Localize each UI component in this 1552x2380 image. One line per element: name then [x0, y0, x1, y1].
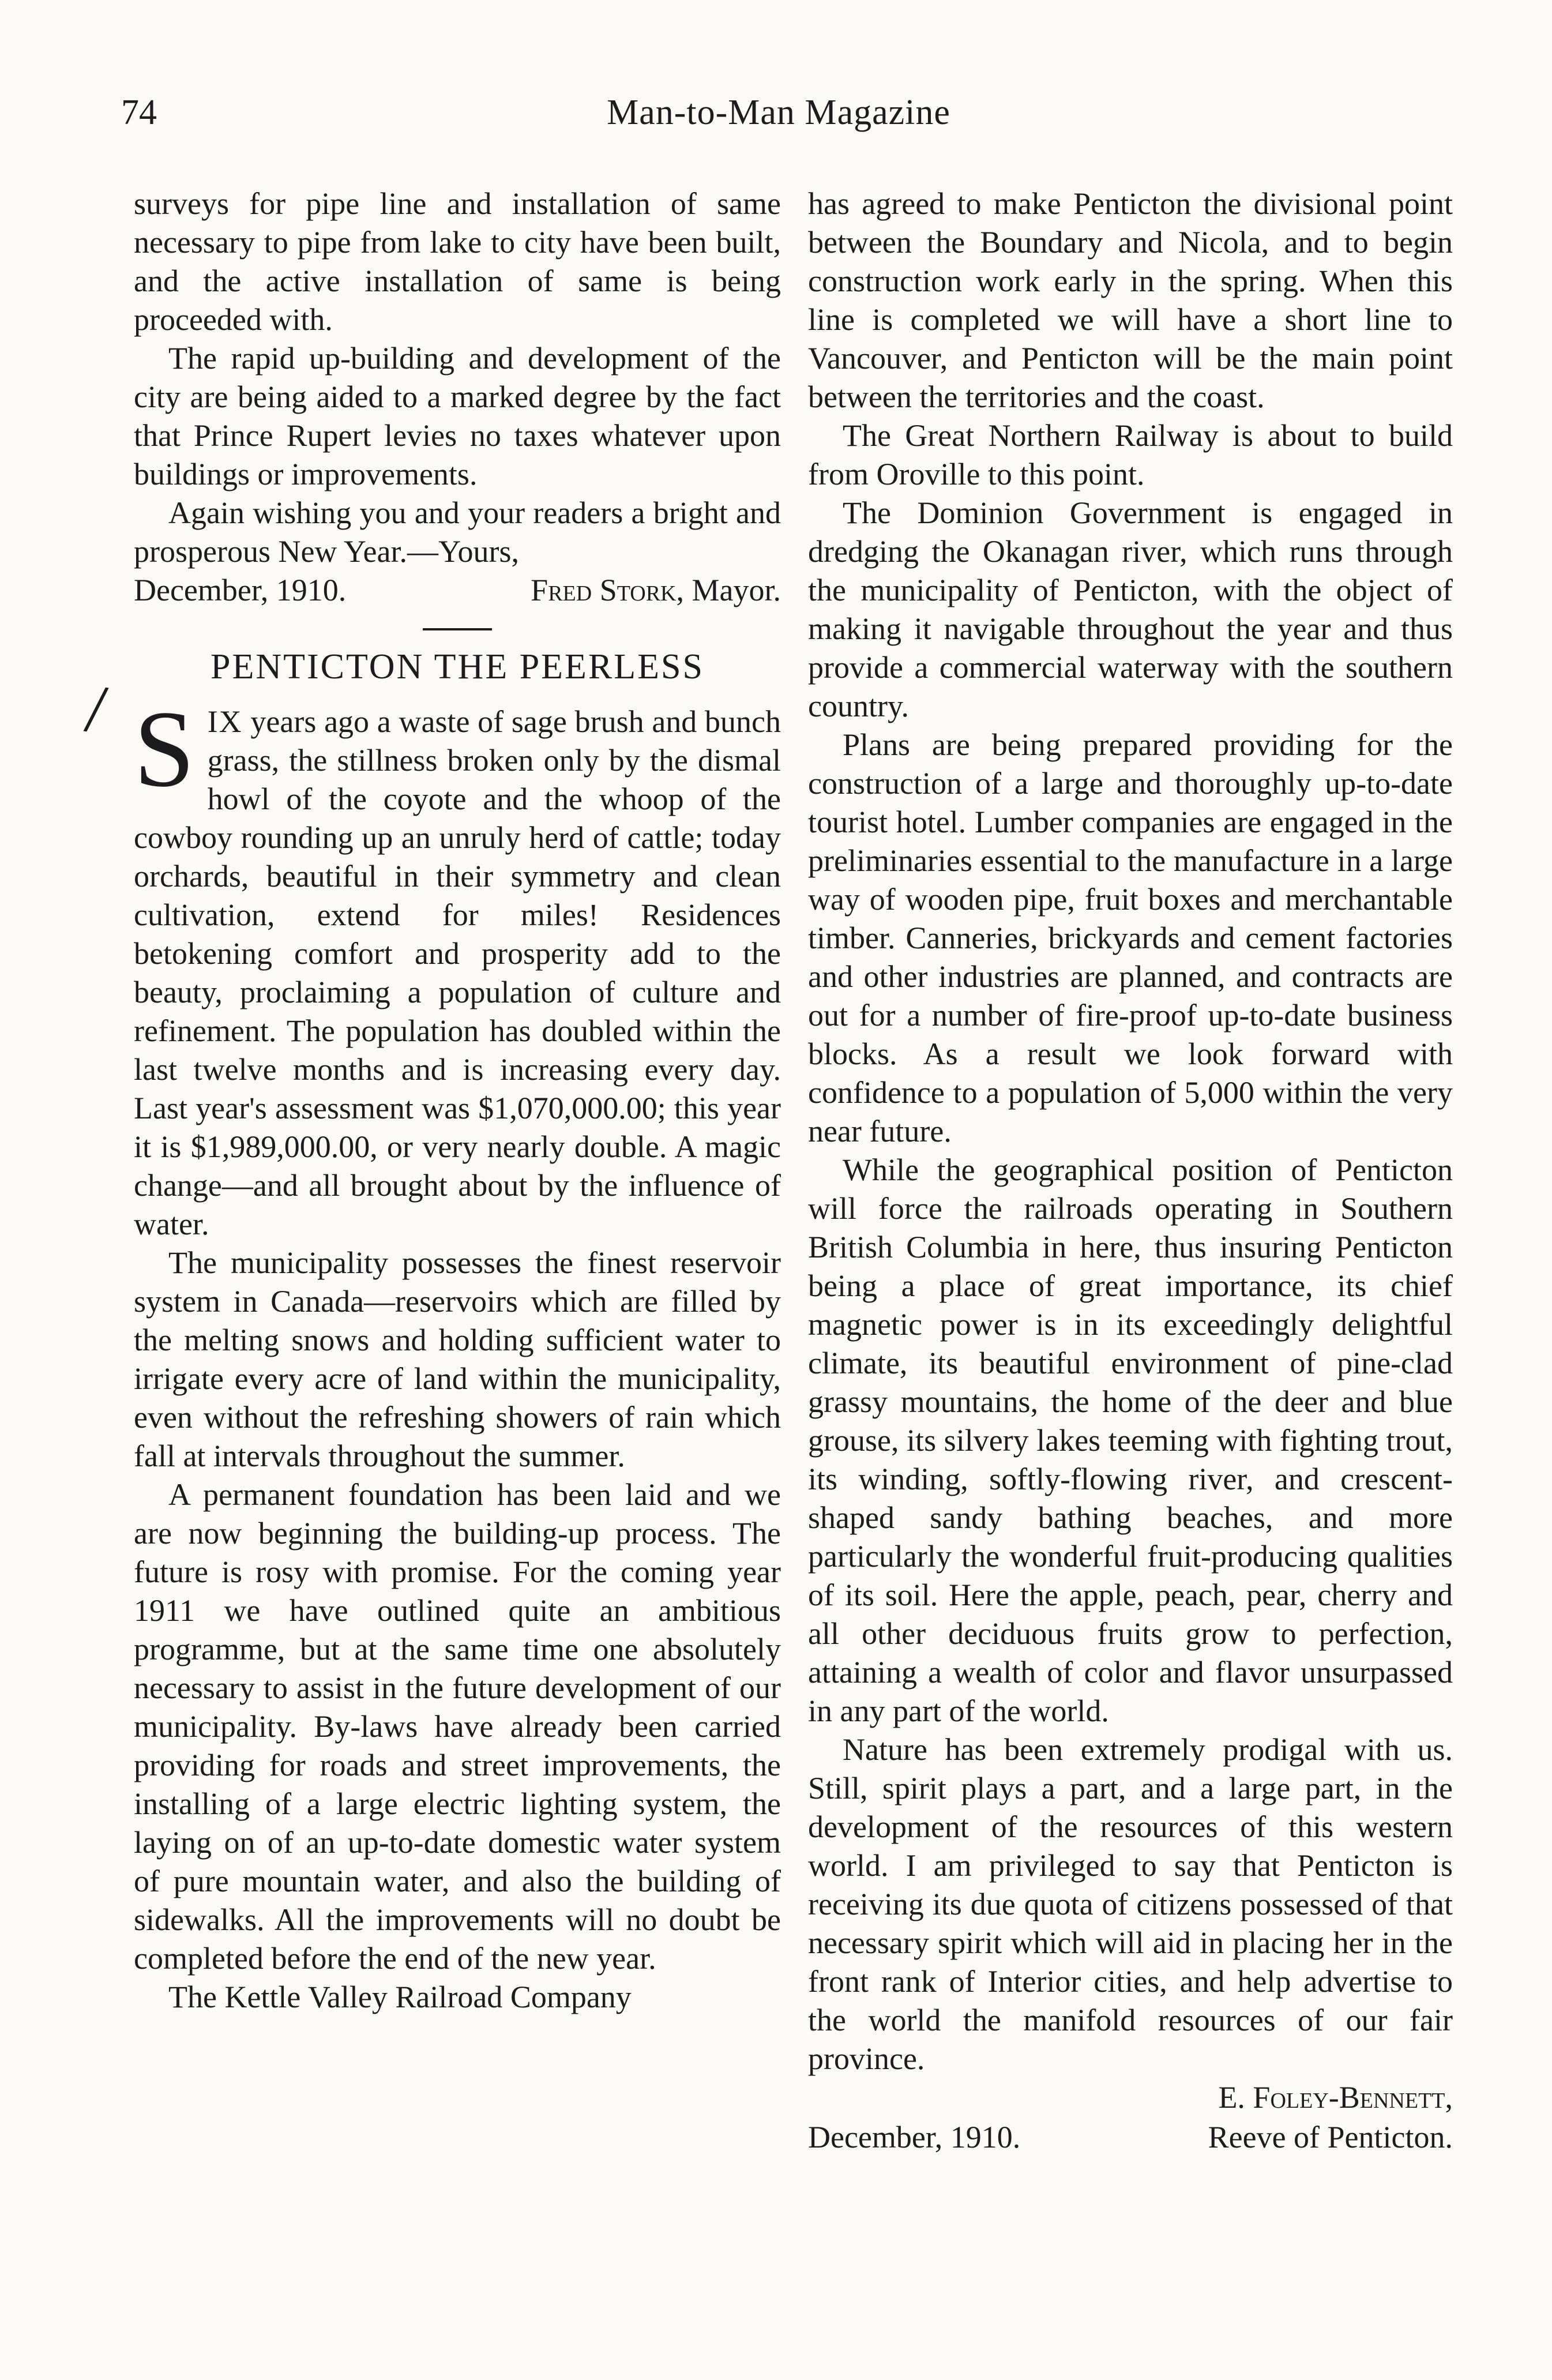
article-title: PENTICTON THE PEERLESS — [211, 647, 704, 686]
paragraph: Again wishing you and your readers a bright and prosperous New Year.—Yours, — [134, 495, 781, 569]
drop-cap: S — [134, 689, 195, 810]
right-column — [808, 185, 1453, 2157]
paragraph: A permanent foundation has been laid and we are now beginning the building-up process. The future is rosy with promise. For the coming year 1911 we have outlined quite an ambitious programme, but at the same time one absolutely necessary to assist in the future development of our municipality. By-laws have already been carried providing for roads and street improvements, the installing of a large electric lighting system, the laying on of an up-to-date domestic water system of pure mountain water, and also the building of sidewalks. All the improvements will no doubt be completed before the end of the new year. — [134, 1477, 781, 1976]
article-lead-paragraph — [134, 689, 781, 1244]
lead-first-word: IX — [207, 704, 243, 739]
reeve-signoff-name: E. Foley-Bennett, — [1218, 2080, 1453, 2115]
signoff-name: Fred Stork, — [531, 573, 684, 607]
paragraph: Plans are being prepared providing for the construction of a large and thoroughly up-to-date tourist hotel. Lumber companies are engaged in the preliminaries essential to the manufacture in a large way of wooden pipe, fruit boxes and merchantable timber. Canneries, brickyards and cement factories and other industries are planned, and contracts are out for a number of fire-proof up-to-date business blocks. As a result we look forward with confidence to a population of 5,000 within the very near future. — [808, 727, 1453, 1148]
section-divider — [423, 628, 492, 630]
lead-text: years ago a waste of sage brush and bunch grass, the stillness broken only by the dismal howl of the coyote and the whoop of the cowboy rounding up an unruly herd of cattle; today orchards, beautiful in their symmetry and clean cultivation, extend for miles! Residences betokening comfort and prosperity add to the beauty, proclaiming a population of culture and refinement. The population has doubled within the last twelve months and is increasing every day. Last year's assessment was $1,070,000.00; this year it is $1,989,000.00, or very nearly double. A magic change—and all brought about by the influence of water. — [134, 704, 781, 1241]
signoff-date: December, 1910. — [134, 573, 347, 607]
paragraph: The municipality possesses the finest reservoir system in Canada—reservoirs which are filled by the melting snows and holding sufficient water to irrigate every acre of land within the municipality, even without the refreshing showers of rain which fall at intervals throughout the summer. — [134, 1245, 781, 1473]
signoff-signature — [531, 571, 781, 610]
signoff-title: Mayor. — [692, 573, 781, 607]
paragraph: The Great Northern Railway is about to build from Oroville to this point. — [808, 418, 1453, 491]
signoff-title: Reeve of Penticton. — [1208, 2120, 1453, 2154]
mayor-signoff — [134, 571, 781, 610]
paragraph: has agreed to make Penticton the divisional point between the Boundary and Nicola, and to begin construction work early in the spring. When this line is completed we will have a short line to Vancouver, and Penticton will be the main point between the territories and the coast. — [808, 186, 1453, 414]
left-column — [134, 185, 781, 2017]
paragraph: surveys for pipe line and installation of same necessary to pipe from lake to city have been built, and the active installation of same is being proceeded with. — [134, 186, 781, 337]
running-title: Man-to-Man Magazine — [607, 93, 950, 132]
paragraph: The Dominion Government is engaged in dredging the Okanagan river, which runs through the municipality of Penticton, with the object of making it navigable throughout the year and thus provide a commercial waterway with the southern country. — [808, 495, 1453, 723]
paragraph: The Kettle Valley Railroad Company — [168, 1980, 632, 2014]
paragraph: The rapid up-building and development of the city are being aided to a marked degree by the fact that Prince Rupert levies no taxes whatever upon buildings or improvements. — [134, 341, 781, 491]
paragraph: Nature has been extremely prodigal with us. Still, spirit plays a part, and a large part, in the development of the resources of this western world. I am privileged to say that Penticton is receiving its due quota of citizens possessed of that necessary spirit which will aid in placing her in the front rank of Interior cities, and help advertise to the world the manifold resources of our fair province. — [808, 1732, 1453, 2076]
page-number: 74 — [121, 93, 157, 132]
page-header — [121, 92, 1436, 144]
signoff-date: December, 1910. — [808, 2120, 1021, 2154]
paragraph: While the geographical position of Penticton will force the railroads operating in Southern British Columbia in here, thus insuring Penticton being a place of great importance, its chief magnetic power is in its exceedingly delightful climate, its beautiful environment of pine-clad grassy mountains, the home of the deer and blue grouse, its silvery lakes teeming with fighting trout, its winding, softly-flowing river, and crescent-shaped sandy bathing beaches, and more particularly the wonderful fruit-producing qualities of its soil. Here the apple, peach, pear, cherry and all other deciduous fruits grow to perfection, attaining a wealth of color and flavor unsurpassed in any part of the world. — [808, 1153, 1453, 1728]
reeve-signoff — [808, 2118, 1453, 2157]
margin-pencil-mark: / — [81, 669, 111, 748]
